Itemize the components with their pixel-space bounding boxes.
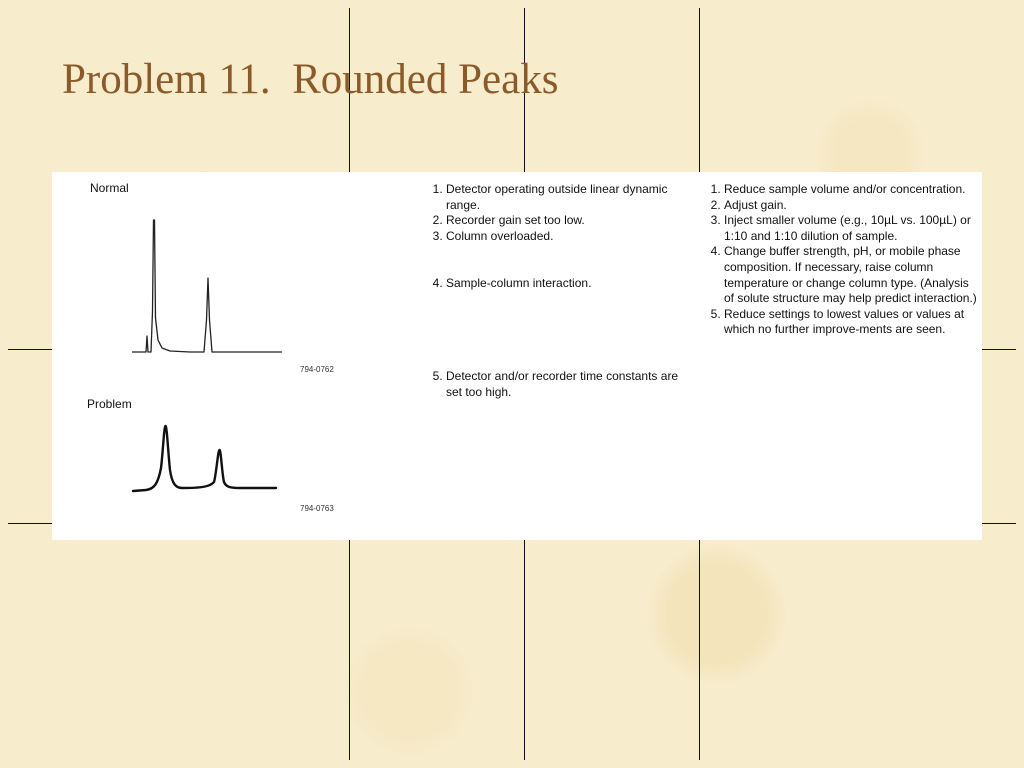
solution-item: 5. Reduce settings to lowest values or values at which no further improve-ments are seen.	[724, 307, 982, 338]
normal-trace	[132, 220, 282, 352]
solution-item: 2. Adjust gain.	[724, 198, 982, 214]
normal-label: Normal	[90, 181, 129, 195]
normal-figure-number: 794-0762	[300, 365, 334, 374]
cause-item: 5. Detector and/or recorder time constants are set too high.	[446, 369, 686, 400]
cause-item: 3. Column overloaded.	[446, 229, 686, 245]
causes-list	[431, 182, 686, 400]
problem-trace	[133, 426, 276, 491]
solution-item: 3. Inject smaller volume (e.g., 10µL vs. 100µL) or 1:10 and 1:10 dilution of sample.	[724, 213, 982, 244]
slide-title: Problem 11. Rounded Peaks	[62, 56, 559, 103]
troubleshooting-table	[52, 172, 982, 540]
problem-figure-number: 794-0763	[300, 504, 334, 513]
solution-item: 4. Change buffer strength, pH, or mobile phase composition. If necessary, raise column temperature or change column type. (Analysis of solute structure may help predict interaction.)	[724, 244, 982, 306]
cause-item: 4. Sample-column interaction.	[446, 276, 686, 292]
problem-label: Problem	[87, 397, 132, 411]
normal-chromatogram	[130, 208, 290, 356]
solutions-list	[709, 182, 982, 338]
cause-item: 2. Recorder gain set too low.	[446, 213, 686, 229]
solution-item: 1. Reduce sample volume and/or concentration.	[724, 182, 982, 198]
problem-chromatogram	[130, 418, 290, 496]
cause-item: 1. Detector operating outside linear dynamic range.	[446, 182, 686, 213]
